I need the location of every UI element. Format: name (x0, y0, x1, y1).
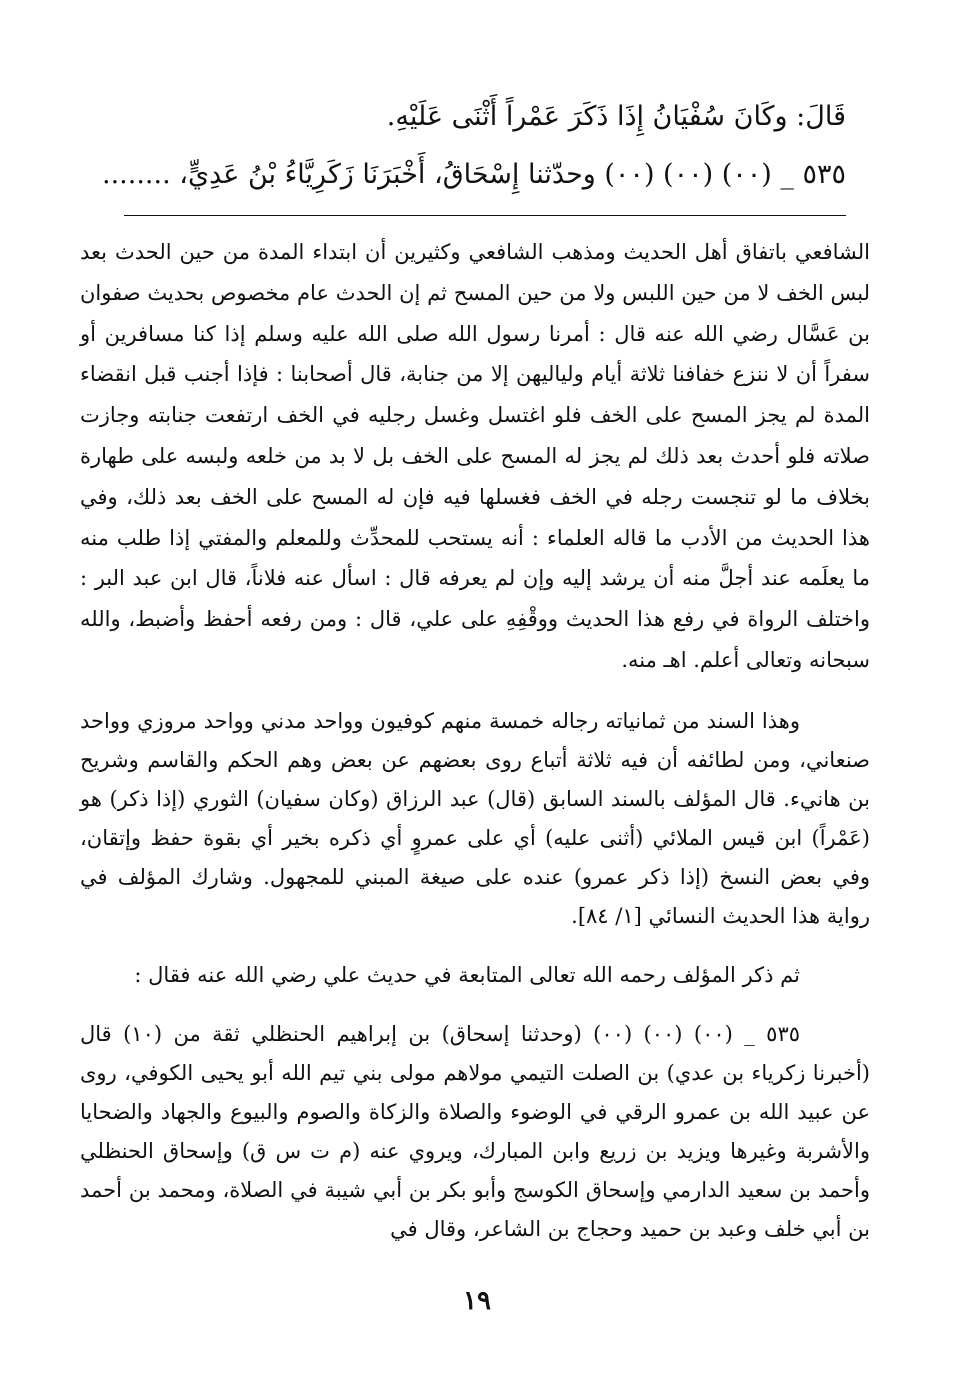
hadith-line-1: قَالَ: وكَانَ سُفْيَانُ إِذَا ذَكَرَ عَمْراً أَثْنَى عَلَيْهِ. (386, 101, 846, 132)
commentary-paragraph-2: ثم ذكر المؤلف رحمه الله تعالى المتابعة في حديث علي رضي الله عنه فقال : (134, 963, 800, 987)
footnote-separator (124, 215, 846, 216)
footnote-text: الشافعي باتفاق أهل الحديث ومذهب الشافعي وكثيرين أن ابتداء المدة من حين الحدث بعد لبس الخف لا من حين اللبس ولا من حين المسح ثم إن الحدث عام مخصوص بحديث صفوان بن عَسَّال رضي الله عنه قال : أمرنا رسول الله صلى الله عليه وسلم إذا كنا مسافرين أو سفراً أن لا ننزع خفافنا ثلاثة أيام ولياليهن إلا من جنابة، قال أصحابنا : فإذا أجنب قبل انقضاء المدة لم يجز المسح على الخف فلو اغتسل وغسل رجليه في الخف ارتفعت جنابته وجازت صلاته فلو أحدث بعد ذلك لم يجز له المسح على الخف بل لا بد من خلعه ولبسه على طهارة بخلاف ما لو تنجست رجله في الخف فغسلها فيه فإن له المسح على الخف بعد ذلك، وفي هذا الحديث من الأدب ما قاله العلماء : أنه يستحب للمحدِّث وللمعلم والمفتي إذا طلب منه ما يعلَمه عند أجلَّ منه أن يرشد إليه وإن لم يعرفه قال : اسأل عنه فلاناً، قال ابن عبد البر : واختلف الرواة في رفع هذا الحديث ووقْفِهِ على علي، قال : ومن رفعه أحفظ وأضبط، والله سبحانه وتعالى أعلم. اهـ منه. (80, 240, 870, 672)
hadith-text (86, 88, 846, 204)
commentary-paragraph-3: ٥٣٥ _ (٠٠) (٠٠) (٠٠) (وحدثنا إسحاق) بن إبراهيم الحنظلي ثقة من (١٠) قال (أخبرنا زكرياء بن عدي) بن الصلت التيمي مولاهم مولى بني تيم الله أبو يحيى الكوفي، روى عن عبيد الله بن عمرو الرقي في الوضوء والصلاة والزكاة والصوم والبيوع والجهاد والضحايا والأشربة وغيرها ويزيد بن زريع وابن المبارك، ويروي عنه (م ت س ق) وإسحاق الحنظلي وأحمد بن سعيد الدارمي وإسحاق الكوسج وأبو بكر بن أبي شيبة في الصلاة، ومحمد بن أحمد بن أبي خلف وعبد بن حميد وحجاج بن الشاعر، وقال في (80, 1022, 870, 1241)
hadith-line-2: ٥٣٥ _ (٠٠) (٠٠) (٠٠) وحدّثنا إِسْحَاقُ، أَخْبَرَنَا زَكَرِيَّاءُ بْنُ عَدِيٍّ، ........ (102, 159, 846, 190)
commentary (80, 702, 870, 1249)
commentary-paragraph-1: وهذا السند من ثمانياته رجاله خمسة منهم كوفيون وواحد مدني وواحد مروزي وواحد صنعاني، ومن لطائفه أن فيه ثلاثة أتباع روى بعضهم عن بعض وهم الحكم والقاسم وشريح بن هانيء. قال المؤلف بالسند السابق (قال) عبد الرزاق (وكان سفيان) الثوري (إذا ذكر) هو (عَمْراً) ابن قيس الملائي (أثنى عليه) أي على عمروٍ أي ذكره بخير أي بقوة حفظ وإتقان، وفي بعض النسخ (إذا ذكر عمرو) عنده على صيغة المبني للمجهول. وشارك المؤلف في رواية هذا الحديث النسائي [١/ ٨٤]. (80, 709, 870, 928)
page-number: ١٩ (463, 1286, 491, 1316)
